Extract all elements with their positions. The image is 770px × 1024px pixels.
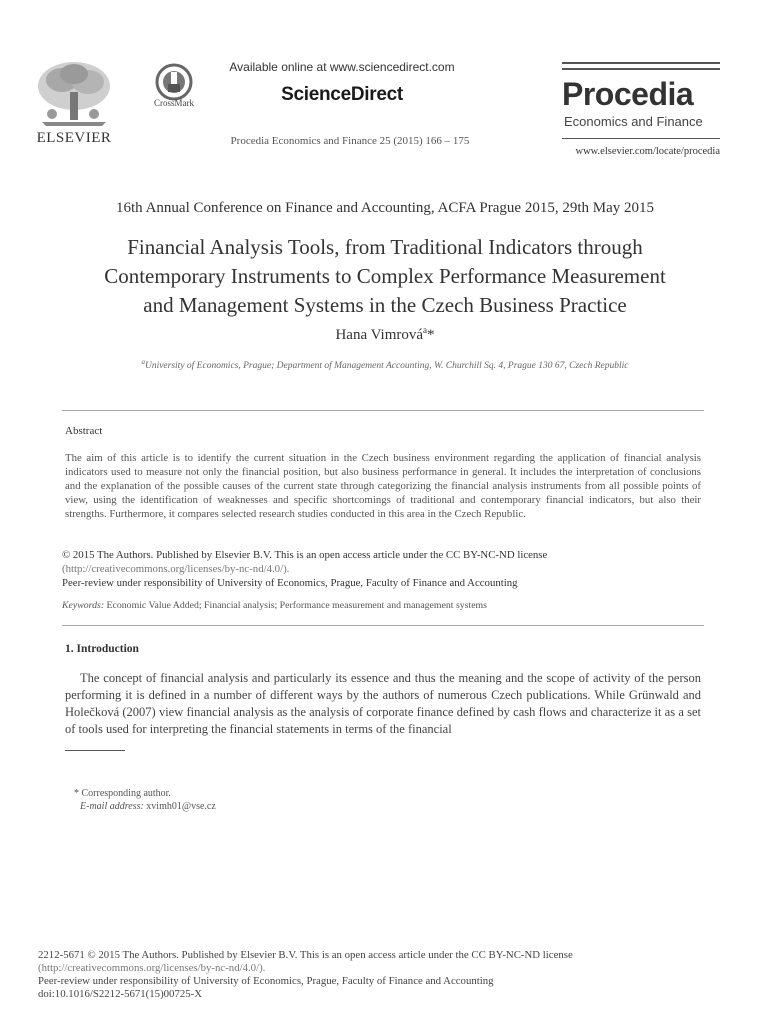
introduction-body: The concept of financial analysis and particularly its essence and thus the meaning and the scope of activity of the person performing it is defined in a number of different ways by the authors of numerous Czech publications. While Grünwald and Holečková (2007) view financial analysis as the analysis of corporate finance defined by cash flows and characterize it as a set of tools used for interpreting the financial statements in terms of the financial bbox=[65, 671, 701, 736]
keywords-label: Keywords: bbox=[62, 600, 105, 611]
journal-citation: Procedia Economics and Finance 25 (2015) 166 – 175 bbox=[230, 135, 470, 147]
peer-review-line: Peer-review under responsibility of University of Economics, Prague, Faculty of Finance and Accounting bbox=[62, 577, 518, 589]
section-heading-introduction: 1. Introduction bbox=[65, 643, 139, 655]
keywords-line bbox=[62, 600, 702, 611]
copyright-block bbox=[62, 548, 702, 590]
abstract-body: The aim of this article is to identify the current situation in the Czech business environment regarding the application of financial analysis indicators used to measure not only the financial position, but also business performance in general. It includes the interpretation of conclusions and the explanation of the possible causes of the current state through categorizing the financial analysis instruments from all possible points of view, using the identification of weaknesses and specific shortcomings of traditional and contemporary financial indicators, but also their strengths. Furthermore, it compares selected research studies conducted in this area in the Czech Republic. bbox=[65, 452, 701, 520]
license-link[interactable]: (http://creativecommons.org/licenses/by-nc-nd/4.0/). bbox=[62, 563, 290, 575]
title-line-3: and Management Systems in the Czech Business Practice bbox=[143, 293, 627, 317]
procedia-rule-top-2 bbox=[562, 68, 720, 70]
procedia-journal-logo bbox=[562, 62, 720, 162]
issn-line: 2212-5671 © 2015 The Authors. Published by Elsevier B.V. This is an open access article under the CC BY-NC-ND license bbox=[38, 949, 573, 961]
crossmark-label: CrossMark bbox=[154, 98, 194, 108]
procedia-url[interactable]: www.elsevier.com/locate/procedia bbox=[575, 146, 720, 157]
procedia-rule-bottom bbox=[562, 138, 720, 139]
bottom-copyright-block bbox=[38, 949, 738, 1001]
title-line-2: Contemporary Instruments to Complex Performance Measurement bbox=[104, 264, 666, 288]
paper-title bbox=[40, 233, 730, 320]
abstract-bottom-rule bbox=[62, 625, 704, 626]
elsevier-tree-icon bbox=[32, 58, 116, 128]
email-label: E-mail address: bbox=[80, 801, 144, 812]
bottom-peer-review: Peer-review under responsibility of University of Economics, Prague, Faculty of Finance and Accounting bbox=[38, 975, 494, 987]
footnote-corresponding: * Corresponding author. bbox=[74, 788, 171, 799]
affiliation-text: University of Economics, Prague; Department of Management Accounting, W. Churchill Sq. 4, Prague 130 67, Czech Republic bbox=[144, 361, 629, 372]
doi-line[interactable]: doi:10.1016/S2212-5671(15)00725-X bbox=[38, 988, 203, 1000]
title-line-1: Financial Analysis Tools, from Traditional Indicators through bbox=[127, 235, 643, 259]
bottom-license-link[interactable]: (http://creativecommons.org/licenses/by-nc-nd/4.0/). bbox=[38, 962, 266, 974]
footnote-rule bbox=[65, 750, 125, 751]
procedia-rule-top bbox=[562, 62, 720, 64]
author-corresponding-marker: * bbox=[427, 327, 435, 343]
procedia-subtitle: Economics and Finance bbox=[564, 114, 703, 129]
abstract-heading: Abstract bbox=[65, 425, 103, 437]
procedia-title: Procedia bbox=[562, 76, 694, 112]
author-line bbox=[0, 325, 770, 344]
conference-line: 16th Annual Conference on Finance and Accounting, ACFA Prague 2015, 29th May 2015 bbox=[116, 200, 654, 216]
email-address[interactable]: xvimh01@vse.cz bbox=[146, 801, 216, 812]
available-online-text: Available online at www.sciencedirect.com bbox=[229, 60, 455, 74]
publisher-name: ELSEVIER bbox=[36, 130, 112, 146]
copyright-line: © 2015 The Authors. Published by Elsevier B.V. This is an open access article under the CC BY-NC-ND license bbox=[62, 549, 548, 561]
footnote-email bbox=[80, 801, 216, 812]
keywords-text: Economic Value Added; Financial analysis; Performance measurement and management systems bbox=[106, 600, 487, 611]
affiliation-marker: a bbox=[141, 358, 145, 366]
sciencedirect-brand[interactable]: ScienceDirect bbox=[281, 84, 403, 105]
elsevier-logo bbox=[22, 58, 126, 150]
affiliation bbox=[0, 358, 770, 371]
author-name: Hana Vimrová bbox=[335, 327, 424, 343]
author-affil-marker: a bbox=[423, 325, 428, 335]
abstract-top-rule bbox=[62, 410, 704, 411]
